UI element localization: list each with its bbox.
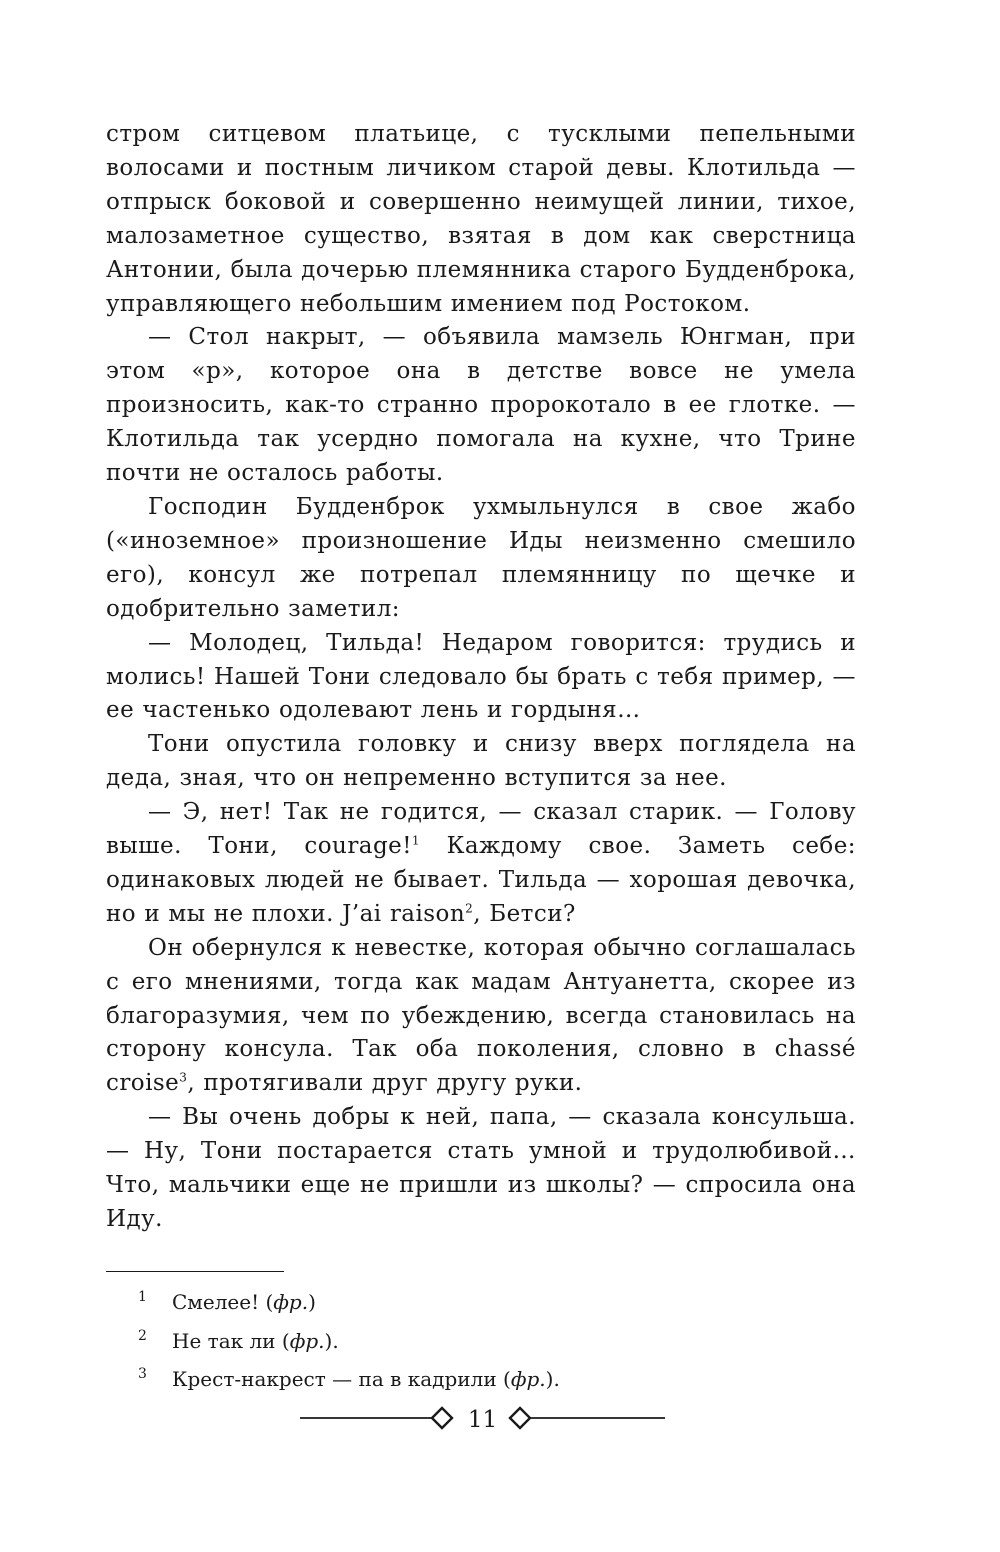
footnote-text: Смелее! (	[172, 1290, 274, 1314]
footnote-end: ).	[545, 1367, 560, 1391]
paragraph-6	[106, 796, 856, 932]
footnote-lang: фр.	[510, 1367, 546, 1391]
footnote-lang: фр.	[273, 1290, 309, 1314]
body-text	[106, 118, 856, 1237]
paragraph-7-part-a: Он обернулся к невестке, которая обычно соглашалась с его мнениями, тогда как мадам Антуанетта, скорее из благоразумия, чем по убеждению, всегда становилась на сторону консула. Так оба поколения, словно в chassé croise	[106, 934, 856, 1097]
footnote-number: 1	[138, 1289, 147, 1305]
footnote-ref-3: 3	[179, 1070, 188, 1085]
footnote-divider	[106, 1271, 284, 1272]
footnote-end: ).	[324, 1328, 339, 1353]
paragraph-3: Господин Будденброк ухмыльнулся в свое жабо («иноземное» произношение Иды неизменно смешило его), консул же потрепал племянницу по щечке и одобрительно заметил:	[106, 493, 856, 622]
paragraph-7-part-b: , протягивали друг другу руки.	[187, 1070, 583, 1097]
paragraph-8: — Вы очень добры к ней, папа, — сказала консульша. — Ну, Тони постарается стать умной и трудолюбивой… Что, мальчики еще не пришли из школы? — спросила она Иду.	[106, 1104, 856, 1232]
paragraph-4: — Молодец, Тильда! Недаром говорится: трудись и молись! Нашей Тони следовало бы брать с тебя пример, — ее частенько одолевают лень и гордыня…	[106, 629, 856, 724]
footnote-2	[138, 1324, 838, 1363]
footnote-lang: фр.	[289, 1328, 325, 1353]
footnote-1	[138, 1285, 838, 1324]
footnote-ref-2: 2	[465, 901, 474, 916]
paragraph-2: — Стол накрыт, — объявила мамзель Юнгман, при этом «р», которое она в детстве вовсе не умела произносить, как-то странно пророкотало в ее глотке. — Клотильда так усердно помогала на кухне, что Трине почти не осталось работы.	[106, 324, 856, 487]
paragraph-5: Тони опустила головку и снизу вверх поглядела на деда, зная, что он непременно вступится за нее.	[106, 731, 856, 792]
page-footer	[300, 1400, 665, 1440]
page-number: 11	[467, 1407, 498, 1433]
footnote-3	[138, 1362, 838, 1401]
paragraph-6-part-b: Каждому свое. Заметь себе: одинаковых людей не бывает. Тильда — хорошая девочка, но и мы не плохи. J’ai raison	[106, 833, 856, 927]
footnote-text: Не так ли (	[172, 1328, 290, 1353]
paragraph-6-part-c: , Бетси?	[473, 900, 576, 927]
footnote-ref-1: 1	[411, 833, 421, 848]
paragraph-1: стром ситцевом платьице, с тусклыми пепельными волосами и постным личиком старой девы. Клотильда — отпрыск боковой и совершенно неимущей линии, тихое, малозаметное существо, взятая в дом как сверстница Антонии, была дочерью племянника старого Будденброка, управляющего небольшим имением под Ростоком.	[106, 121, 856, 317]
paragraph-7	[106, 932, 856, 1102]
paragraph-6-part-a: — Э, нет! Так не годится, — сказал старик. — Голову выше. Тони, courage!	[106, 799, 856, 860]
footnotes	[138, 1285, 838, 1401]
footnote-number: 2	[138, 1327, 147, 1344]
footnote-end: )	[308, 1290, 316, 1314]
footnote-number: 3	[138, 1366, 147, 1382]
footnote-text: Крест-накрест — па в кадрили (	[172, 1367, 511, 1391]
